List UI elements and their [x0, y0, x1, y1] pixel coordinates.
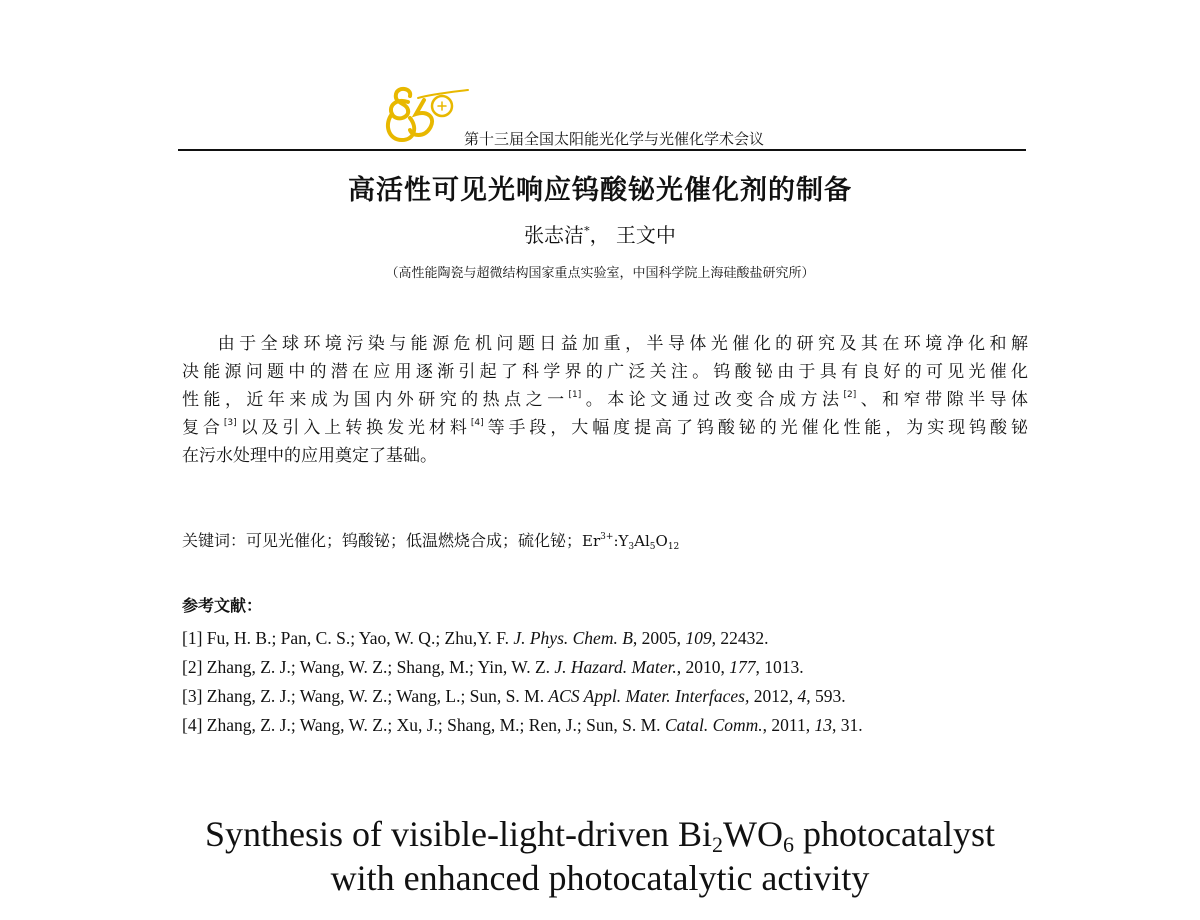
abstract-line: [182, 414, 1028, 442]
corresponding-mark: *: [584, 224, 590, 238]
keywords: [182, 528, 679, 551]
citation-4: [4]: [470, 418, 484, 428]
conference-85-logo-icon: [378, 84, 470, 146]
citation-1: [1]: [568, 390, 582, 400]
abstract-line: 在污水处理中的应用奠定了基础。: [182, 446, 437, 466]
abstract-line: 决能源问题中的潜在应用逐渐引起了科学界的广泛关注。钨酸铋由于具有良好的可见光催化: [182, 362, 1028, 382]
abstract-text: 复合: [182, 418, 224, 438]
affiliation: （高性能陶瓷与超微结构国家重点实验室，中国科学院上海硅酸盐研究所）: [385, 266, 815, 281]
references-heading: 参考文献：: [182, 596, 263, 615]
reference-list: [182, 624, 863, 740]
abstract-text: 以及引入上转换发光材料: [236, 418, 471, 438]
abstract-text: 。本论文通过改变合成方法: [581, 390, 844, 410]
author-separator: ，: [589, 223, 616, 247]
header-rule: [178, 149, 1026, 151]
keywords-items: 可见光催化；钨酸铋；低温燃烧合成；硫化铋；: [246, 531, 583, 550]
author-second: 王文中: [615, 223, 676, 247]
author-first: 张志洁: [524, 223, 585, 247]
english-title-line-1: Synthesis of visible-light-driven $Bi_2WO_6$ photocatalyst: [205, 814, 995, 857]
citation-3: [3]: [223, 418, 237, 428]
reference-item: [1] Fu, H. B.; Pan, C. S.; Yao, W. Q.; Zhu,Y. F. J. Phys. Chem. B, 2005, 109, 22432.: [182, 628, 769, 648]
keywords-label: 关键词：: [182, 531, 247, 550]
keyword-formula: $Er^{3+}:Y_3Al_5O_{12}$: [582, 532, 680, 552]
english-title-line-2: with enhanced photocatalytic activity: [330, 858, 870, 898]
abstract-text: 、和窄带隙半导体: [856, 390, 1029, 410]
reference-item: [3] Zhang, Z. J.; Wang, W. Z.; Wang, L.; Sun, S. M. ACS Appl. Mater. Interfaces, 2012, 4, 593.: [182, 686, 846, 706]
reference-item: [2] Zhang, Z. J.; Wang, W. Z.; Shang, M.; Yin, W. Z. J. Hazard. Mater., 2010, 177, 1013.: [182, 657, 804, 677]
abstract-text: 性能，近年来成为国内外研究的热点之一: [182, 390, 569, 410]
abstract-line: [182, 386, 1028, 414]
abstract-text: 等手段，大幅度提高了钨酸铋的光催化性能，为实现钨酸铋: [483, 418, 1028, 438]
abstract-line: 由于全球环境污染与能源危机问题日益加重，半导体光催化的研究及其在环境净化和解: [217, 334, 1028, 354]
author-line: [0, 219, 1200, 248]
reference-item: [4] Zhang, Z. J.; Wang, W. Z.; Xu, J.; Shang, M.; Ren, J.; Sun, S. M. Catal. Comm., 2011, 13, 31.: [182, 715, 863, 735]
abstract: [182, 330, 1028, 470]
conference-name: 第十三届全国太阳能光化学与光催化学术会议: [464, 130, 765, 148]
chinese-title: 高活性可见光响应钨酸铋光催化剂的制备: [348, 175, 852, 206]
english-title: [0, 812, 1200, 900]
citation-2: [2]: [843, 390, 857, 400]
